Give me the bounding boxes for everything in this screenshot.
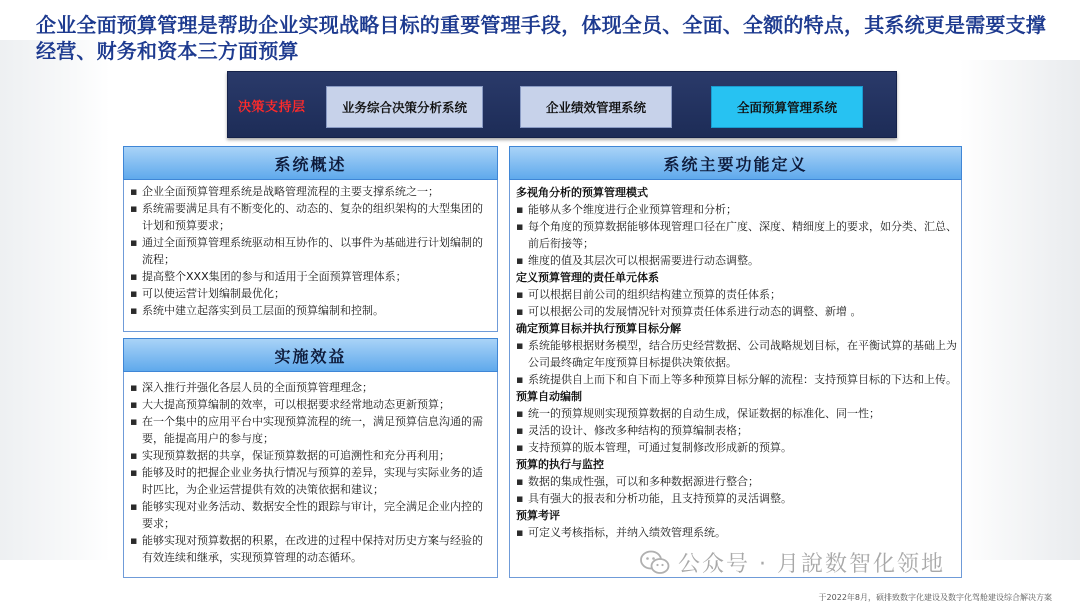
background-decoration-left (0, 40, 110, 560)
section-list (516, 201, 958, 269)
list-item: ▪ 具有强大的报表和分析功能，且支持预算的灵活调整。 (516, 490, 958, 507)
watermark-text: 公众号 · 月說数智化领地 (678, 552, 945, 577)
watermark (640, 547, 945, 578)
list-item: ▪ 企业全面预算管理系统是战略管理流程的主要支撑系统之一； (130, 183, 490, 200)
background-decoration-right (960, 60, 1080, 560)
functions-heading: 系统主要功能定义 (509, 146, 962, 180)
list-item: ▪ 能够实现对预算数据的积累，在改进的过程中保持对历史方案与经验的有效连续和继承，实现预算管理的动态循环。 (130, 532, 490, 566)
list-item: ▪ 在一个集中的应用平台中实现预算流程的统一，满足预算信息沟通的需要，能提高用户的参与度； (130, 413, 490, 447)
functions-content (516, 184, 958, 541)
system-box-budget-management: 全面预算管理系统 (711, 86, 863, 128)
section-title: 预算自动编制 (516, 390, 582, 403)
section-list (516, 337, 958, 388)
benefits-heading: 实施效益 (123, 338, 498, 372)
section-title: 预算考评 (516, 509, 560, 522)
list-item: ▪ 可定义考核指标，并纳入绩效管理系统。 (516, 524, 958, 541)
list-item: ▪ 深入推行并强化各层人员的全面预算管理理念； (130, 379, 490, 396)
list-item: ▪ 统一的预算规则实现预算数据的自动生成，保证数据的标准化、同一性； (516, 405, 958, 422)
list-item: ▪ 可以根据公司的发展情况针对预算责任体系进行动态的调整、新增 。 (516, 303, 958, 320)
section-list (516, 405, 958, 456)
list-item: ▪ 每个角度的预算数据能够体现管理口径在广度、深度、精细度上的要求，如分类、汇总、前后衔接等； (516, 218, 958, 252)
list-item: ▪ 提高整个XXX集团的参与和适用于全面预算管理体系； (130, 268, 490, 285)
section-title: 多视角分析的预算管理模式 (516, 186, 648, 199)
list-item: ▪ 系统提供自上而下和自下而上等多种预算目标分解的流程：支持预算目标的下达和上传。 (516, 371, 958, 388)
system-box-business-analysis: 业务综合决策分析系统 (326, 86, 483, 128)
list-item: ▪ 维度的值及其层次可以根据需要进行动态调整。 (516, 252, 958, 269)
overview-list (130, 183, 490, 319)
list-item: ▪ 能够实现对业务活动、数据安全性的跟踪与审计，完全满足企业内控的要求； (130, 498, 490, 532)
list-item: ▪ 可以根据目前公司的组织结构建立预算的责任体系； (516, 286, 958, 303)
wechat-icon (640, 550, 670, 576)
list-item: ▪ 系统能够根据财务模型，结合历史经营数据、公司战略规划目标，在平衡试算的基础上为公司最终确定年度预算目标提供决策依据。 (516, 337, 958, 371)
system-box-performance-management: 企业绩效管理系统 (520, 86, 672, 128)
overview-heading: 系统概述 (123, 146, 498, 180)
list-item: ▪ 可以使运营计划编制最优化； (130, 285, 490, 302)
slide-title: 企业全面预算管理是帮助企业实现战略目标的重要管理手段，体现全员、全面、全额的特点，其系统更是需要支撑经营、财务和资本三方面预算 (36, 13, 1046, 63)
list-item: ▪ 能够从多个维度进行企业预算管理和分析； (516, 201, 958, 218)
section-list (516, 286, 958, 320)
decision-support-label: 决策支持层 (238, 100, 306, 115)
list-item: ▪ 数据的集成性强，可以和多种数据源进行整合； (516, 473, 958, 490)
list-item: ▪ 系统中建立起落实到员工层面的预算编制和控制。 (130, 302, 490, 319)
section-title: 预算的执行与监控 (516, 458, 604, 471)
decision-support-bar (227, 71, 897, 138)
section-list (516, 473, 958, 507)
section-title: 定义预算管理的责任单元体系 (516, 271, 659, 284)
list-item: ▪ 支持预算的版本管理，可通过复制修改形成新的预算。 (516, 439, 958, 456)
footer-note: 于2022年8月，硕排致数字化建设及数字化驾舱建设综合解决方案 (818, 593, 1052, 602)
list-item: ▪ 实现预算数据的共享，保证预算数据的可追溯性和充分再利用； (130, 447, 490, 464)
list-item: ▪ 能够及时的把握企业业务执行情况与预算的差异，实现与实际业务的适时匹比，为企业运营提供有效的决策依据和建议； (130, 464, 490, 498)
list-item: ▪ 灵活的设计、修改多种结构的预算编制表格； (516, 422, 958, 439)
benefits-list (130, 379, 490, 566)
section-list (516, 524, 958, 541)
section-title: 确定预算目标并执行预算目标分解 (516, 322, 681, 335)
list-item: ▪ 系统需要满足具有不断变化的、动态的、复杂的组织架构的大型集团的计划和预算要求； (130, 200, 490, 234)
list-item: ▪ 通过全面预算管理系统驱动相互协作的、以事件为基础进行计划编制的流程； (130, 234, 490, 268)
list-item: ▪ 大大提高预算编制的效率，可以根据要求经常地动态更新预算； (130, 396, 490, 413)
